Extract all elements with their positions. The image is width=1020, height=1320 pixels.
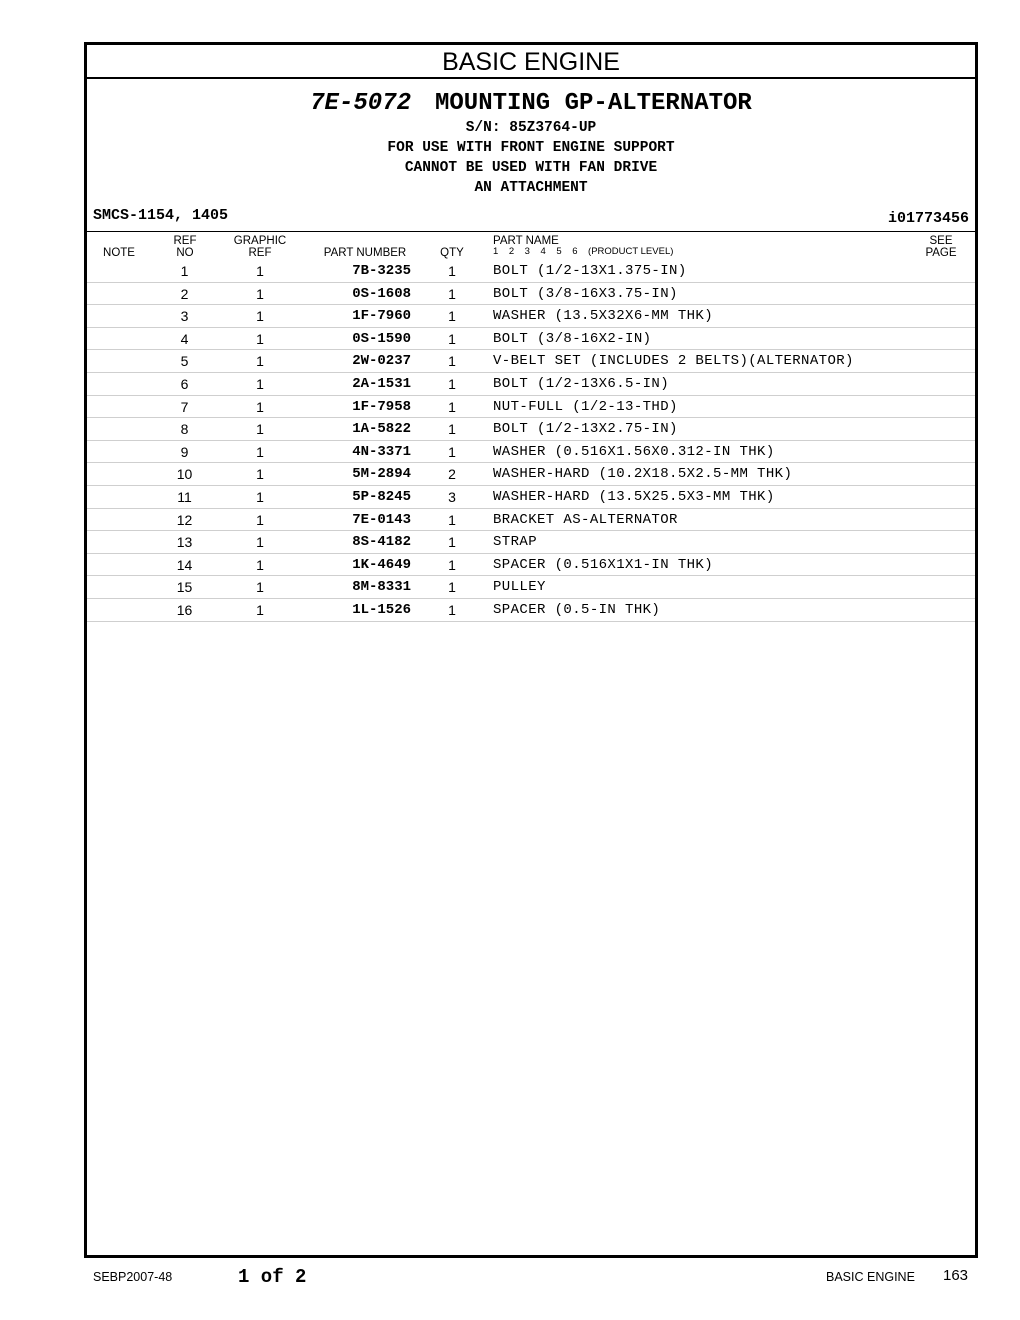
header-rule [87, 231, 975, 232]
usage-note-3: AN ATTACHMENT [474, 180, 588, 196]
qty-cell: 1 [448, 398, 456, 415]
table-row [87, 486, 975, 509]
part-number-cell[interactable]: 1L-1526 [352, 601, 411, 618]
part-number-cell[interactable]: 8M-8331 [352, 579, 411, 596]
part-name-cell: SPACER (0.5-IN THK) [493, 601, 661, 618]
qty-cell: 1 [448, 308, 456, 325]
graphic-ref-cell: 1 [256, 263, 264, 279]
group-title [87, 90, 975, 118]
ref-number-cell: 13 [176, 534, 193, 551]
part-name-cell: WASHER-HARD (13.5X25.5X3-MM THK) [493, 488, 775, 505]
graphic-ref-cell: 1 [256, 353, 264, 370]
qty-cell: 1 [448, 421, 456, 438]
part-name-cell: WASHER-HARD (10.2X18.5X2.5-MM THK) [493, 466, 793, 483]
graphic-ref-cell: 1 [256, 398, 264, 415]
smcs-code: SMCS-1154, 1405 [93, 207, 229, 224]
graphic-ref-cell: 1 [256, 375, 264, 392]
qty-cell: 1 [448, 375, 456, 392]
graphic-ref-cell: 1 [256, 579, 264, 596]
graphic-ref-cell: 1 [256, 308, 264, 325]
qty-cell: 1 [448, 534, 456, 551]
part-number-cell[interactable]: 1F-7958 [352, 398, 411, 415]
qty-cell: 1 [448, 511, 456, 528]
part-name-cell: BOLT (1/2-13X6.5-IN) [493, 375, 670, 392]
part-name-cell: BOLT (3/8-16X2-IN) [493, 330, 652, 347]
footer-doc-id: SEBP2007-48 [93, 1270, 173, 1284]
group-name: MOUNTING GP-ALTERNATOR [434, 90, 752, 117]
part-name-cell: WASHER (0.516X1.56X0.312-IN THK) [493, 443, 775, 460]
parts-table [87, 260, 975, 622]
graphic-ref-cell: 1 [256, 466, 264, 483]
qty-cell: 1 [448, 601, 456, 618]
graphic-ref-cell: 1 [256, 443, 264, 460]
usage-note-1: FOR USE WITH FRONT ENGINE SUPPORT [387, 140, 675, 156]
illustration-id: i01773456 [887, 210, 969, 227]
part-name-cell: PULLEY [493, 579, 546, 596]
graphic-ref-cell: 1 [256, 556, 264, 573]
qty-cell: 1 [448, 443, 456, 460]
header-graphic-top: GRAPHIC [233, 235, 287, 247]
header-see-bottom: PAGE [925, 247, 957, 259]
table-row [87, 599, 975, 622]
header-product-levels: 1 2 3 4 5 6 (PRODUCT LEVEL) [493, 246, 674, 257]
part-name-cell: WASHER (13.5X32X6-MM THK) [493, 308, 714, 325]
part-number-cell[interactable]: 1A-5822 [352, 421, 411, 438]
part-number-cell[interactable]: 0S-1590 [352, 330, 411, 347]
footer-page-number: 163 [943, 1267, 969, 1284]
header-ref-bottom: NO [176, 247, 194, 259]
part-number-cell[interactable]: 4N-3371 [352, 443, 411, 460]
serial-number: S/N: 85Z3764-UP [465, 120, 597, 136]
part-number-cell[interactable]: 5P-8245 [352, 488, 411, 505]
part-number-cell[interactable]: 2A-1531 [352, 375, 411, 392]
table-row [87, 328, 975, 351]
part-number-cell[interactable]: 7E-0143 [352, 511, 411, 528]
header-qty: QTY [440, 247, 464, 259]
header-part-name: PART NAME [493, 235, 559, 247]
table-row [87, 305, 975, 328]
graphic-ref-cell: 1 [256, 330, 264, 347]
ref-number-cell: 14 [176, 556, 193, 573]
ref-number-cell: 4 [180, 330, 189, 347]
table-row [87, 260, 975, 283]
table-row [87, 373, 975, 396]
section-title: BASIC ENGINE [87, 45, 975, 79]
qty-cell: 1 [448, 263, 456, 279]
graphic-ref-cell: 1 [256, 511, 264, 528]
table-row [87, 283, 975, 306]
group-part-number[interactable]: 7E-5072 [310, 90, 411, 117]
footer-section: BASIC ENGINE [826, 1270, 915, 1284]
graphic-ref-cell: 1 [256, 488, 264, 505]
part-number-cell[interactable]: 1K-4649 [352, 556, 411, 573]
qty-cell: 1 [448, 353, 456, 370]
qty-cell: 2 [448, 466, 456, 483]
ref-number-cell: 8 [180, 421, 189, 438]
part-name-cell: BOLT (1/2-13X2.75-IN) [493, 421, 678, 438]
usage-note-2: CANNOT BE USED WITH FAN DRIVE [404, 160, 658, 176]
ref-number-cell: 1 [180, 263, 189, 279]
part-name-cell: BOLT (1/2-13X1.375-IN) [493, 263, 687, 279]
ref-number-cell: 10 [176, 466, 193, 483]
part-name-cell: BRACKET AS-ALTERNATOR [493, 511, 678, 528]
part-name-cell: BOLT (3/8-16X3.75-IN) [493, 285, 678, 302]
header-ref-top: REF [173, 235, 197, 247]
qty-cell: 1 [448, 285, 456, 302]
part-number-cell[interactable]: 8S-4182 [352, 534, 411, 551]
part-number-cell[interactable]: 1F-7960 [352, 308, 411, 325]
table-row [87, 441, 975, 464]
header-part-number: PART NUMBER [323, 247, 407, 259]
ref-number-cell: 15 [176, 579, 193, 596]
parts-page-frame [84, 42, 978, 1258]
header-see-top: SEE [929, 235, 953, 247]
part-name-cell: NUT-FULL (1/2-13-THD) [493, 398, 678, 415]
part-number-cell[interactable]: 7B-3235 [352, 263, 411, 279]
qty-cell: 1 [448, 579, 456, 596]
ref-number-cell: 9 [180, 443, 189, 460]
ref-number-cell: 6 [180, 375, 189, 392]
part-number-cell[interactable]: 2W-0237 [352, 353, 411, 370]
table-row [87, 463, 975, 486]
table-row [87, 418, 975, 441]
header-graphic-bottom: REF [248, 247, 272, 259]
table-row [87, 396, 975, 419]
ref-number-cell: 16 [176, 601, 193, 618]
table-row [87, 576, 975, 599]
part-name-cell: V-BELT SET (INCLUDES 2 BELTS)(ALTERNATOR) [493, 353, 854, 370]
ref-number-cell: 7 [180, 398, 189, 415]
part-name-cell: SPACER (0.516X1X1-IN THK) [493, 556, 714, 573]
table-row [87, 554, 975, 577]
footer-page-of: 1 of 2 [238, 1266, 307, 1288]
ref-number-cell: 3 [180, 308, 189, 325]
ref-number-cell: 5 [180, 353, 189, 370]
graphic-ref-cell: 1 [256, 601, 264, 618]
table-row [87, 350, 975, 373]
part-name-cell: STRAP [493, 534, 538, 551]
header-note: NOTE [103, 247, 135, 259]
ref-number-cell: 11 [177, 488, 192, 505]
graphic-ref-cell: 1 [256, 421, 264, 438]
part-number-cell[interactable]: 0S-1608 [352, 285, 411, 302]
table-row [87, 509, 975, 532]
part-number-cell[interactable]: 5M-2894 [352, 466, 411, 483]
graphic-ref-cell: 1 [256, 534, 264, 551]
qty-cell: 3 [448, 488, 456, 505]
graphic-ref-cell: 1 [256, 285, 264, 302]
ref-number-cell: 2 [180, 285, 189, 302]
qty-cell: 1 [448, 556, 456, 573]
table-row [87, 531, 975, 554]
ref-number-cell: 12 [176, 511, 193, 528]
qty-cell: 1 [448, 330, 456, 347]
